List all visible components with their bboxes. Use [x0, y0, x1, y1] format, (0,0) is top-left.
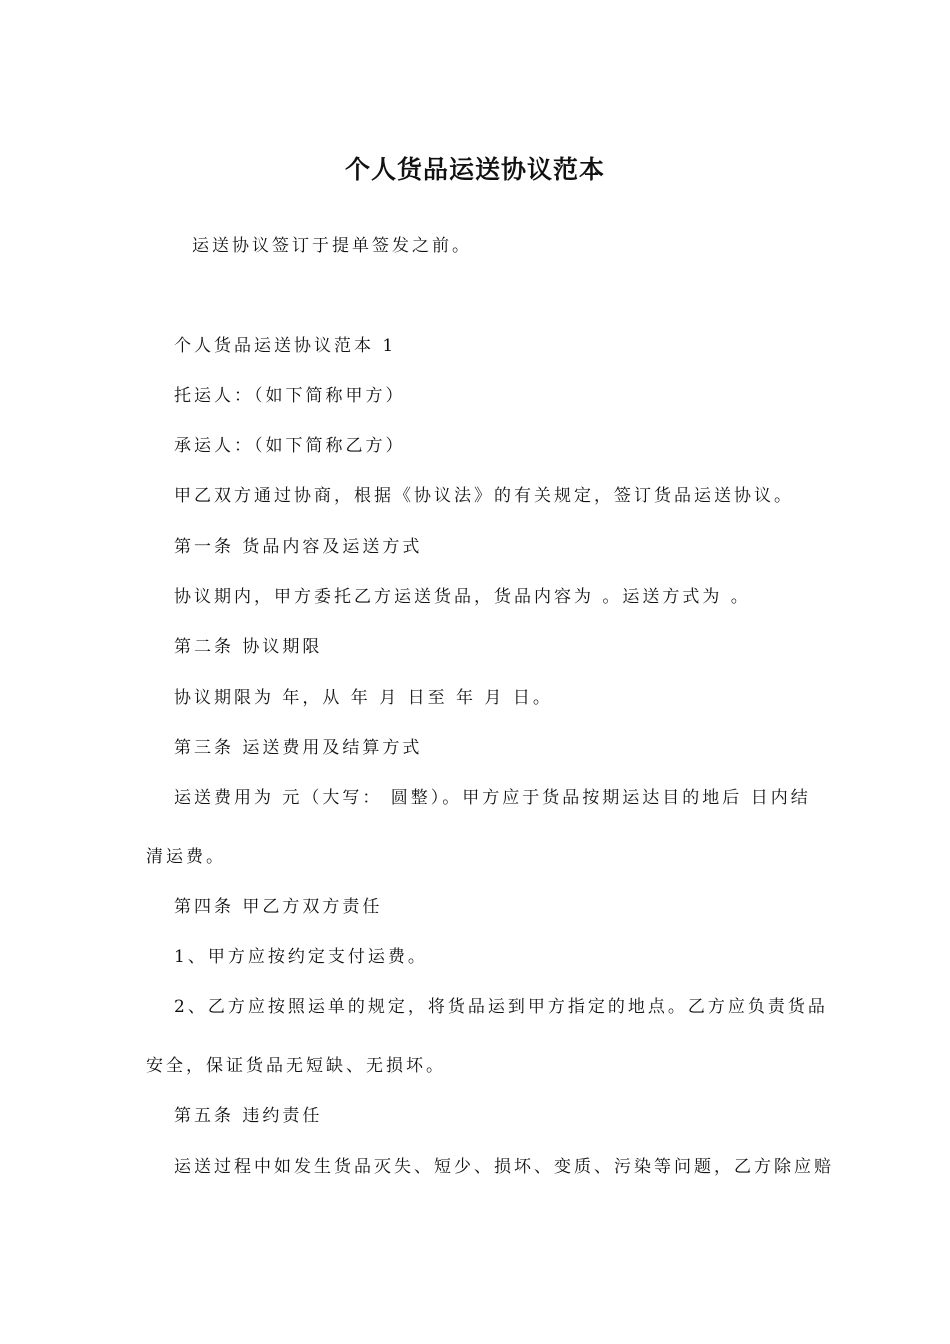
article-1-text: 协议期内，甲方委托乙方运送货品，货品内容为 。运送方式为 。: [174, 587, 751, 607]
section-heading: 个人货品运送协议范本 1: [174, 336, 397, 356]
document-title: 个人货品运送协议范本: [344, 155, 605, 184]
consignor-line: 托运人：（如下简称甲方）: [174, 386, 406, 406]
article-2-heading: 第二条 协议期限: [174, 637, 323, 657]
article-3-text-line-1: 运送费用为 元（大写： 圆整）。甲方应于货品按期运达目的地后 日内结: [174, 788, 811, 808]
article-4-item-2-line-2: 安全，保证货品无短缺、无损坏。: [146, 1056, 446, 1076]
article-4-item-2-line-1: 2、乙方应按照运单的规定，将货品运到甲方指定的地点。乙方应负责货品: [174, 997, 828, 1017]
article-2-text: 协议期限为 年，从 年 月 日至 年 月 日。: [174, 688, 553, 708]
article-4-item-1: 1、甲方应按约定支付运费。: [174, 947, 428, 967]
article-3-heading: 第三条 运送费用及结算方式: [174, 738, 423, 758]
carrier-line: 承运人：（如下简称乙方）: [174, 436, 406, 456]
article-3-text-line-2: 清运费。: [146, 847, 226, 867]
article-4-heading: 第四条 甲乙方双方责任: [174, 897, 383, 917]
article-1-heading: 第一条 货品内容及运送方式: [174, 537, 423, 557]
article-5-heading: 第五条 违约责任: [174, 1106, 323, 1126]
article-5-text-line-1: 运送过程中如发生货品灭失、短少、损坏、变质、污染等问题，乙方除应赔: [174, 1157, 834, 1177]
preamble-line: 甲乙双方通过协商，根据《协议法》的有关规定，签订货品运送协议。: [174, 486, 794, 506]
intro-paragraph: 运送协议签订于提单签发之前。: [192, 236, 472, 256]
